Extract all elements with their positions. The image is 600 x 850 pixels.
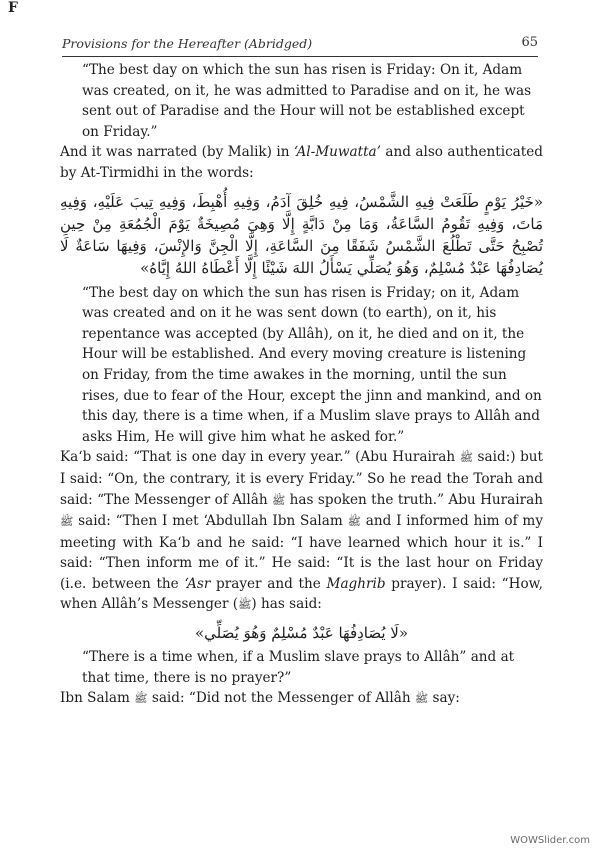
page-header (62, 34, 538, 57)
page-body (60, 60, 543, 710)
narration-text: say: (428, 690, 460, 707)
honorific-glyph: ﷺ (272, 493, 286, 507)
page-number: 65 (521, 35, 538, 50)
honorific-glyph: ﷺ (238, 598, 252, 612)
narration-text: ) has said: (251, 596, 322, 613)
narration-text: Ibn Salam (60, 690, 135, 707)
arabic-hadith-1: «خَيْرُ يَوْمٍ طَلَعَتْ فِيهِ الشَّمْسُ، فِيهِ خُلِقَ آدَمُ، وَفِيهِ أُهْبِطَ، وَفِيهِ تِيبَ عَلَيْهِ، وَفِيهِ مَاتَ، وَفِيهِ تَقُومُ السَّاعَةُ، وَمَا مِنْ دَابَّةٍ إِلَّا وَهِيَ مُصِيخَةٌ يَوْمَ الْجُمُعَةِ مِنْ حِينِ تُصْبِحُ حَتَّى تَطْلُعَ الشَّمْسُ شَفَقًا مِنَ السَّاعَةِ، إِلَّا الْجِنَّ وَالإِنْسَ، وَفِيهَا سَاعَةٌ لَا يُصَادِفُهَا عَبْدٌ مُسْلِمٌ، وَهُوَ يُصَلِّي يَسْأَلُ اللهَ شَيْئًا إِلَّا أَعْطَاهُ اللهُ إِيَّاهُ» (60, 192, 543, 277)
book-title: ‘Al-Muwatta’ (293, 144, 381, 161)
narration-text: said:) but I said: “On, the contrary, it is every Friday.” So he read the Torah and said: “The Messenger of Allâh (60, 449, 543, 508)
narration-text: prayer). I said: “How, when Allâh’s Messenger ( (60, 575, 543, 613)
watermark: WOWSlider.com (510, 835, 590, 846)
prayer-name: ‘Asr (184, 575, 211, 592)
corner-mark: F (8, 0, 18, 16)
narration-text: prayer and the (210, 575, 327, 592)
narration-text: has spoken the truth.” Abu Hurairah (285, 491, 543, 508)
narration-text: said: “Then I met ‘Abdullah Ibn Salam (73, 513, 348, 530)
hadith-quote-1: “The best day on which the sun has risen is Friday: On it, Adam was created, on it, he was admitted to Paradise and on it, he was sent out of Paradise and the Hour will not be established except on Friday.” (82, 62, 532, 140)
honorific-glyph: ﷺ (134, 692, 148, 706)
narration-text: and I informed him of my meeting with Ka‘b and he said: “I have learned which hour it is.” I said: “Then inform me of it.” He said: “It is the last hour on Friday (i.e. between the (60, 513, 543, 592)
narration-text: Ka‘b said: “That is one day in every year.” (Abu Hurairah (60, 449, 460, 466)
hadith-quote-2: “The best day on which the sun has risen is Friday; on it, Adam was created and on it he was sent down (to earth), on it, his repentance was accepted (by Allâh), on it, he died and on it, the Hour will be established. And every moving creature is listening on Friday, from the time awakes in the morning, until the sun rises, due to fear of the Hour, except the jinn and mankind, and on this day, there is a time when, if a Muslim slave prays to Allâh and asks Him, He will give him what he asked for.” (82, 284, 542, 445)
honorific-glyph: ﷺ (459, 451, 473, 465)
narration-text: And it was narrated (by Malik) in (60, 144, 294, 161)
narration-paragraph-2 (60, 447, 543, 616)
arabic-hadith-2: «لَا يُصَادِفُهَا عَبْدٌ مُسْلِمٌ وَهُوَ يُصَلِّي» (194, 624, 409, 643)
narration-text: said: “Did not the Messenger of Allâh (147, 690, 415, 707)
honorific-glyph: ﷺ (347, 515, 361, 529)
honorific-glyph: ﷺ (60, 515, 74, 529)
narration-paragraph-3 (60, 688, 543, 710)
prayer-name: Maghrib (326, 575, 386, 592)
running-title: Provisions for the Hereafter (Abridged) (62, 36, 313, 51)
narration-text: and also authenticated by At-Tirmidhi in the words: (60, 144, 543, 181)
honorific-glyph: ﷺ (414, 692, 429, 706)
narration-paragraph-1 (60, 142, 543, 183)
hadith-quote-3: “There is a time when, if a Muslim slave prays to Allâh” and at that time, there is no prayer?” (82, 649, 515, 686)
